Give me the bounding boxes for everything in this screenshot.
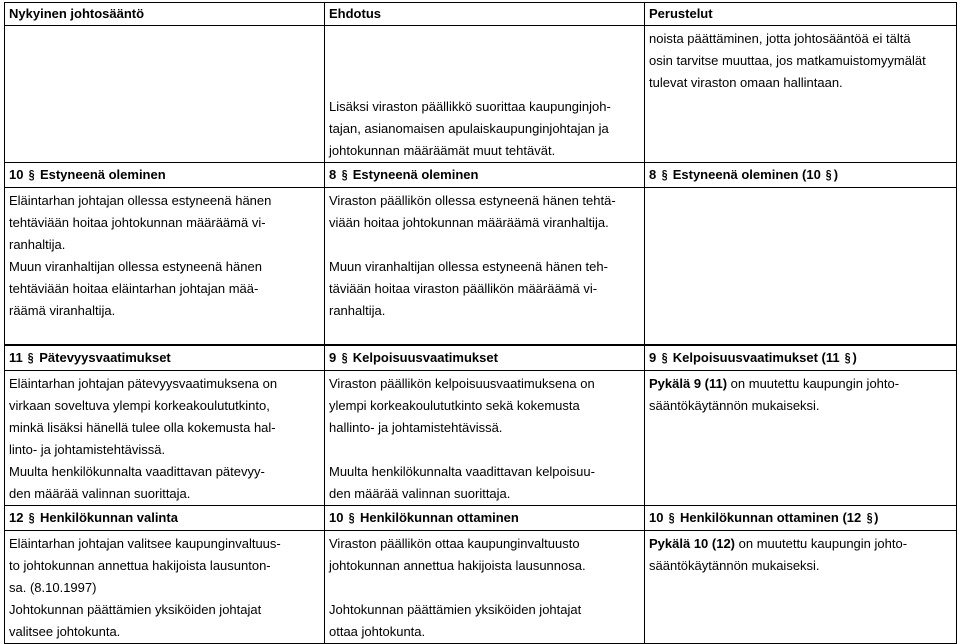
section-heading-rationale: 9 § Kelpoisuusvaatimukset (11 § ) [645,346,957,371]
section-body-current [5,531,325,644]
section-heading-current: 10 § Estyneenä oleminen [5,163,325,188]
text-line: to johtokunnan annettua hakijoista lausunton- [9,558,271,573]
continuation-row-proposal [5,94,957,163]
section-symbol: § [661,350,668,365]
text-line: Johtokunnan päättämien yksiköiden johtajat [9,602,262,617]
section-body-proposal [325,188,645,345]
text-line: Muun viranhaltijan ollessa estyneenä hänen [9,259,262,274]
section-body-proposal [325,371,645,506]
section-symbol: § [668,510,675,525]
text-line: johtokunnan annettua hakijoista lausunnosa. [329,558,586,573]
text-line: den määrää valinnan suorittaja. [329,486,511,501]
header-proposal: Ehdotus [325,3,645,26]
text-line: den määrää valinnan suorittaja. [9,486,191,501]
section-symbol: § [341,167,348,182]
section-symbol: § [661,167,668,182]
text-line: Viraston päällikön ollessa estyneenä hänen tehtä- [329,193,616,208]
section-heading-current: 12 § Henkilökunnan valinta [5,506,325,531]
section-body-current [5,188,325,345]
text-line: ylempi korkeakoulututkinto sekä kokemusta [329,398,580,413]
text-line: Eläintarhan johtajan ollessa estyneenä hänen [9,193,272,208]
rationale-continuation [645,26,957,95]
section-symbol: § [28,167,35,182]
text-line: Viraston päällikön ottaa kaupunginvaltuusto [329,536,580,551]
section-heading-proposal: 10 § Henkilökunnan ottaminen [325,506,645,531]
text-line: linto- ja johtamistehtävissä. [9,442,166,457]
text-line: tehtäviään hoitaa johtokunnan määräämä vi- [9,215,266,230]
section-symbol: § [826,167,832,182]
text-line: sääntökäytännön mukaiseksi. [649,398,820,413]
text-line: hallinto- ja johtamistehtävissä. [329,420,503,435]
header-row [5,3,957,26]
text-line: Muulta henkilökunnalta vaadittavan kelpoisuu- [329,464,595,479]
proposal-continuation [325,94,645,163]
section-symbol: § [866,510,873,525]
section-symbol: § [28,510,35,525]
section-heading-rationale: 10 § Henkilökunnan ottaminen (12 § ) [645,506,957,531]
text-line: osin tarvitse muuttaa, jos matkamuistomyymälät [649,53,926,68]
text-line: viään hoitaa johtokunnan määräämä viranhaltija. [329,215,609,230]
section-body-proposal [325,531,645,644]
header-rationale: Perustelut [645,3,957,26]
section-body-row [5,371,957,506]
section-body-rationale [645,188,957,345]
section-body-rationale [645,371,957,506]
text-line: tehtäviään hoitaa eläintarhan johtajan mää- [9,281,259,296]
text-line: Pykälä 10 (12) on muutettu kaupungin johto- [649,536,908,551]
section-heading-current: 11 § Pätevyysvaatimukset [5,346,325,371]
text-line: Johtokunnan päättämien yksiköiden johtajat [329,602,582,617]
section-symbol: § [28,350,34,365]
section-heading-proposal: 8 § Estyneenä oleminen [325,163,645,188]
text-line: Pykälä 9 (11) on muutettu kaupungin johto- [649,376,900,391]
section-heading-proposal: 9 § Kelpoisuusvaatimukset [325,346,645,371]
text-line: sa. (8.10.1997) [9,580,97,595]
text-line: Eläintarhan johtajan pätevyysvaatimuksena on [9,376,278,391]
text-line: tulevat viraston omaan hallintaan. [649,75,843,90]
text-line: sääntökäytännön mukaiseksi. [649,558,820,573]
section-body-row [5,531,957,644]
section-heading-row [5,346,957,371]
text-line: täviään hoitaa viraston päällikön määräämä vi- [329,281,598,296]
text-line: Viraston päällikön kelpoisuusvaatimuksena on [329,376,595,391]
section-body-current [5,371,325,506]
section-heading-row [5,163,957,188]
section-heading-row [5,506,957,531]
text-line: Muun viranhaltijan ollessa estyneenä hänen teh- [329,259,608,274]
text-line: Muulta henkilökunnalta vaadittavan pätevyy- [9,464,265,479]
text-line: Eläintarhan johtajan valitsee kaupunginvaltuus- [9,536,281,551]
header-current: Nykyinen johtosääntö [5,3,325,26]
section-body-row [5,188,957,345]
section-symbol: § [348,510,355,525]
text-line: ranhaltija. [329,303,386,318]
text-line: valitsee johtokunta. [9,624,121,639]
section-symbol: § [844,350,851,365]
text-line: ranhaltija. [9,237,66,252]
text-line: johtokunnan määräämät muut tehtävät. [329,143,556,158]
comparison-table-continued [4,345,957,644]
section-heading-rationale: 8 § Estyneenä oleminen (10 § ) [645,163,957,188]
text-line: räämä viranhaltija. [9,303,116,318]
text-line: ottaa johtokunta. [329,624,426,639]
comparison-table [4,2,957,345]
section-body-rationale [645,531,957,644]
text-line: Lisäksi viraston päällikkö suorittaa kaupunginjoh- [329,99,611,114]
section-symbol: § [341,350,348,365]
text-line: minkä lisäksi hänellä tulee olla kokemusta hal- [9,420,276,435]
text-line: noista päättäminen, jotta johtosääntöä ei tältä [649,31,911,46]
text-line: tajan, asianomaisen apulaiskaupunginjohtajan ja [329,121,609,136]
text-line: virkaan soveltuva ylempi korkeakoulututkinto, [9,398,270,413]
continuation-row-rationale [5,26,957,95]
